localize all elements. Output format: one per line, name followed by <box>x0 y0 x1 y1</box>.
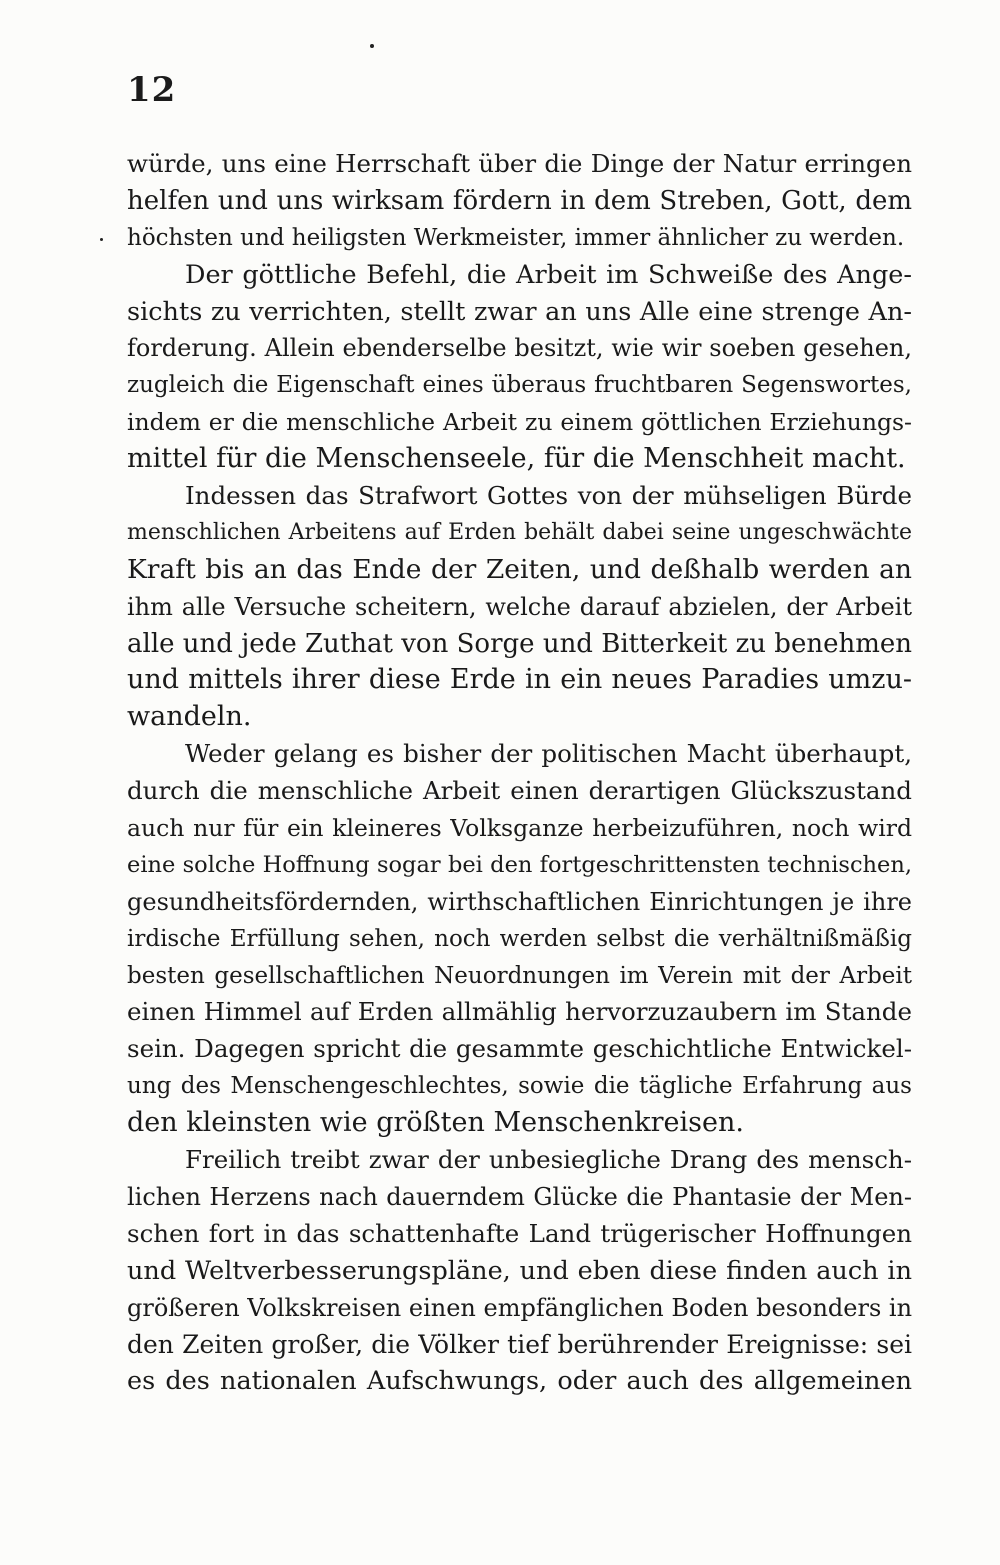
text-line: eine solche Hoffnung sogar bei den fortgeschrittensten technischen, <box>127 851 912 878</box>
text-line: würde, uns eine Herrschaft über die Dinge der Natur erringen <box>127 149 912 178</box>
text-line: sein. Dagegen spricht die gesammte geschichtliche Entwickel- <box>127 1034 912 1064</box>
print-speck <box>100 238 103 241</box>
text-line: ung des Menschengeschlechtes, sowie die tägliche Erfahrung aus <box>127 1073 912 1100</box>
text-line: den Zeiten großer, die Völker tief berührender Ereignisse: sei <box>127 1329 912 1359</box>
text-line: menschlichen Arbeitens auf Erden behält dabei seine ungeschwächte <box>127 519 912 545</box>
text-line: durch die menschliche Arbeit einen derartigen Glückszustand <box>127 776 912 806</box>
text-line: lichen Herzens nach dauerndem Glücke die Phantasie der Men- <box>127 1182 912 1211</box>
text-line: indem er die menschliche Arbeit zu einem göttlichen Erziehungs- <box>127 408 912 437</box>
text-line: es des nationalen Aufschwungs, oder auch des allgemeinen <box>127 1366 912 1397</box>
text-line: Kraft bis an das Ende der Zeiten, und deßhalb werden an <box>127 553 912 585</box>
text-line: Weder gelang es bisher der politischen Macht überhaupt, <box>185 739 912 769</box>
text-line: gesundheitsfördernden, wirthschaftlichen Einrichtungen je ihre <box>127 887 912 916</box>
text-line: forderung. Allein ebenderselbe besitzt, wie wir soeben gesehen, <box>127 334 912 363</box>
text-line: schen fort in das schattenhafte Land trügerischer Hoffnungen <box>127 1218 912 1248</box>
text-line: einen Himmel auf Erden allmählig hervorzuzaubern im Stande <box>127 997 912 1027</box>
text-line: und Weltverbesserungspläne, und eben diese finden auch in <box>127 1255 912 1286</box>
text-line: Freilich treibt zwar der unbesiegliche Drang des mensch- <box>185 1145 912 1175</box>
text-line: zugleich die Eigenschaft eines überaus fruchtbaren Segenswortes, <box>127 372 912 399</box>
text-line: auch nur für ein kleineres Volksganze herbeizuführen, noch wird <box>127 814 912 843</box>
body-text <box>127 146 912 1400</box>
text-line: wandeln. <box>127 701 252 733</box>
text-line: größeren Volkskreisen einen empfänglichen Boden besonders in <box>127 1293 912 1322</box>
text-line: alle und jede Zuthat von Sorge und Bitterkeit zu benehmen <box>127 628 912 659</box>
text-line: helfen und uns wirksam fördern in dem Streben, Gott, dem <box>127 185 912 216</box>
print-speck <box>370 44 374 48</box>
text-line: Der göttliche Befehl, die Arbeit im Schweiße des Ange- <box>185 259 912 290</box>
text-line: mittel für die Menschenseele, für die Menschheit macht. <box>127 443 906 475</box>
text-line: Indessen das Strafwort Gottes von der mühseligen Bürde <box>185 481 912 511</box>
text-line: irdische Erfüllung sehen, noch werden selbst die verhältnißmäßig <box>127 925 912 952</box>
text-line: den kleinsten wie größten Menschenkreisen. <box>127 1107 744 1139</box>
text-line: sichts zu verrichten, stellt zwar an uns Alle eine strenge An- <box>127 296 912 327</box>
text-line: und mittels ihrer diese Erde in ein neues Paradies umzu- <box>127 664 912 696</box>
text-line: ihm alle Versuche scheitern, welche darauf abzielen, der Arbeit <box>127 592 912 621</box>
text-line: besten gesellschaftlichen Neuordnungen im Verein mit der Arbeit <box>127 962 912 989</box>
page-number: 12 <box>127 70 177 110</box>
text-line: höchsten und heiligsten Werkmeister, immer ähnlicher zu werden. <box>127 224 905 251</box>
